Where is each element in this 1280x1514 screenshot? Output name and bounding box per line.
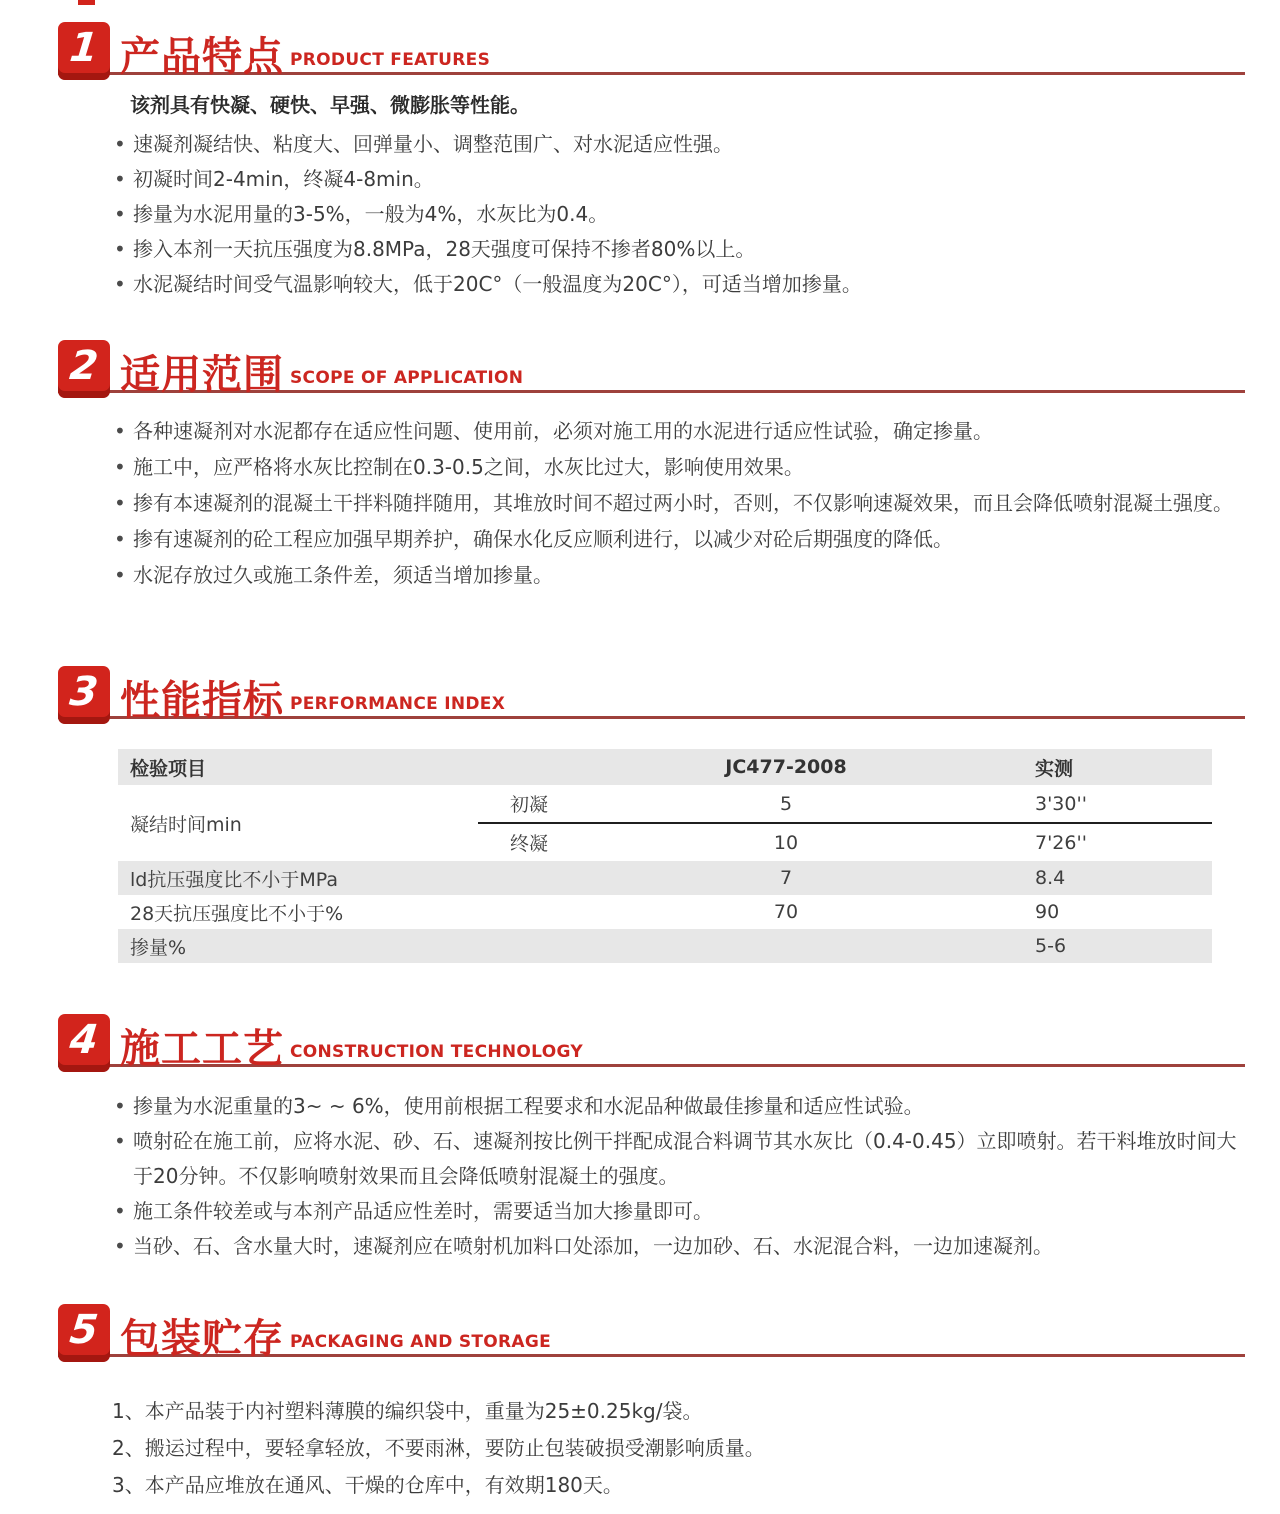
section-4-subtitle-en: CONSTRUCTION TECHNOLOGY (290, 1042, 583, 1062)
bullet-item: • 施工条件较差或与本剂产品适应性差时，需要适当加大掺量即可。 (112, 1194, 1245, 1229)
list-item: 3、本产品应堆放在通风、干燥的仓库中，有效期180天。 (112, 1473, 623, 1497)
strength-28d-measured-value: 90 (1035, 901, 1060, 923)
section-3-subtitle-en: PERFORMANCE INDEX (290, 694, 506, 714)
table-row (118, 895, 1212, 929)
dosage-label: 掺量% (130, 936, 187, 959)
section-4-title: 施工工艺 (120, 1026, 284, 1072)
bullet-item: • 掺量为水泥用量的3-5%，一般为4%，水灰比为0.4。 (112, 197, 1245, 232)
section-scope-of-application (0, 340, 1280, 593)
initial-set-jc-value: 5 (779, 792, 793, 815)
product-features-list (112, 127, 1245, 302)
section-2-title: 适用范围 (120, 352, 284, 398)
section-1-number-badge (58, 22, 110, 80)
empty-cell (478, 929, 650, 963)
section-3-number: 3 (67, 669, 101, 715)
bullet-item: • 掺量为水泥重量的3~ ~ 6%，使用前根据工程要求和水泥品种做最佳掺量和适应性试验。 (112, 1089, 1245, 1124)
page-top-red-mark (78, 0, 95, 5)
section-3-number-badge (58, 666, 110, 724)
section-5-header (58, 1304, 1245, 1362)
section-5-subtitle-en: PACKAGING AND STORAGE (290, 1332, 552, 1352)
section-5-number-badge (58, 1304, 110, 1362)
bullet-item: • 当砂、石、含水量大时，速凝剂应在喷射机加料口处添加，一边加砂、石、水泥混合料，一边加速凝剂。 (112, 1229, 1245, 1264)
table-row (118, 929, 1212, 963)
section-performance-index (0, 666, 1280, 963)
section-product-features (0, 22, 1280, 302)
packaging-list (112, 1393, 1245, 1504)
bullet-item: • 速凝剂凝结快、粘度大、回弹量小、调整范围广、对水泥适应性强。 (112, 127, 1245, 162)
product-features-intro: 该剂具有快凝、硬快、早强、微膨胀等性能。 (130, 93, 530, 117)
bullet-item: • 掺入本剂一天抗压强度为8.8MPa，28天强度可保持不掺者80%以上。 (112, 232, 1245, 267)
table-header-row (118, 749, 1212, 785)
bullet-item: • 各种速凝剂对水泥都存在适应性问题、使用前，必须对施工用的水泥进行适应性试验，确定掺量。 (112, 413, 1245, 449)
setting-time-label: 凝结时间min (130, 813, 242, 836)
initial-set-label: 初凝 (510, 794, 549, 816)
section-3-title: 性能指标 (120, 678, 284, 724)
table-row (118, 861, 1212, 895)
column-header-measured: 实测 (1035, 757, 1074, 780)
bullet-item: • 水泥凝结时间受气温影响较大，低于20C°（一般温度为20C°），可适当增加掺量。 (112, 267, 1245, 302)
section-2-subtitle-en: SCOPE OF APPLICATION (290, 368, 524, 388)
strength-1d-label: ld抗压强度比不小于MPa (130, 868, 338, 891)
bullet-item: • 初凝时间2-4min，终凝4-8min。 (112, 162, 1245, 197)
section-1-header (58, 22, 1245, 80)
section-2-header (58, 340, 1245, 398)
section-5-title: 包装贮存 (120, 1316, 284, 1362)
construction-list (112, 1089, 1245, 1264)
bullet-item: • 水泥存放过久或施工条件差，须适当增加掺量。 (112, 557, 1245, 593)
section-1-title: 产品特点 (120, 34, 284, 80)
list-item: 1、本产品装于内衬塑料薄膜的编织袋中，重量为25±0.25kg/袋。 (112, 1399, 703, 1423)
final-set-measured-value: 7'26'' (922, 823, 1212, 861)
dosage-jc-value (650, 929, 922, 963)
section-2-number-badge (58, 340, 110, 398)
bullet-item: • 喷射砼在施工前，应将水泥、砂、石、速凝剂按比例干拌配成混合料调节其水灰比（0.4-0.45）立即喷射。若干料堆放时间大于20分钟。不仅影响喷射效果而且会降低喷射混凝土的强度。 (112, 1124, 1245, 1194)
empty-cell (478, 895, 650, 929)
final-set-label: 终凝 (478, 823, 650, 861)
section-1-subtitle-en: PRODUCT FEATURES (290, 50, 491, 70)
column-header-jc477: JC477-2008 (725, 756, 847, 778)
section-4-number-badge (58, 1014, 110, 1072)
strength-28d-jc-value: 70 (773, 901, 799, 923)
dosage-measured-value: 5-6 (1035, 935, 1067, 957)
section-3-header (58, 666, 1245, 724)
scope-list (112, 413, 1245, 593)
section-2-number: 2 (67, 343, 101, 389)
final-set-jc-value: 10 (650, 823, 922, 861)
section-4-header (58, 1014, 1245, 1072)
column-header-item: 检验项目 (130, 757, 207, 780)
bullet-item: • 掺有本速凝剂的混凝土干拌料随拌随用，其堆放时间不超过两小时，否则，不仅影响速凝效果，而且会降低喷射混凝土强度。 (112, 485, 1245, 521)
initial-set-measured-value: 3'30'' (1035, 792, 1087, 815)
section-construction-technology (0, 1014, 1280, 1264)
list-item: 2、搬运过程中，要轻拿轻放，不要雨淋，要防止包装破损受潮影响质量。 (112, 1436, 765, 1460)
bullet-item: • 掺有速凝剂的砼工程应加强早期养护，确保水化反应顺利进行，以减少对砼后期强度的降低。 (112, 521, 1245, 557)
strength-1d-jc-value: 7 (779, 867, 793, 889)
column-header-sub (478, 749, 650, 785)
empty-cell (478, 861, 650, 895)
performance-table (118, 749, 1212, 963)
section-1-number: 1 (67, 25, 101, 71)
section-4-number: 4 (67, 1017, 101, 1063)
strength-1d-measured-value: 8.4 (1035, 867, 1066, 889)
strength-28d-label: 28天抗压强度比不小于% (130, 902, 344, 925)
section-5-number: 5 (67, 1307, 101, 1353)
bullet-item: • 施工中，应严格将水灰比控制在0.3-0.5之间，水灰比过大，影响使用效果。 (112, 449, 1245, 485)
section-packaging-storage (0, 1304, 1280, 1504)
table-row (118, 785, 1212, 823)
